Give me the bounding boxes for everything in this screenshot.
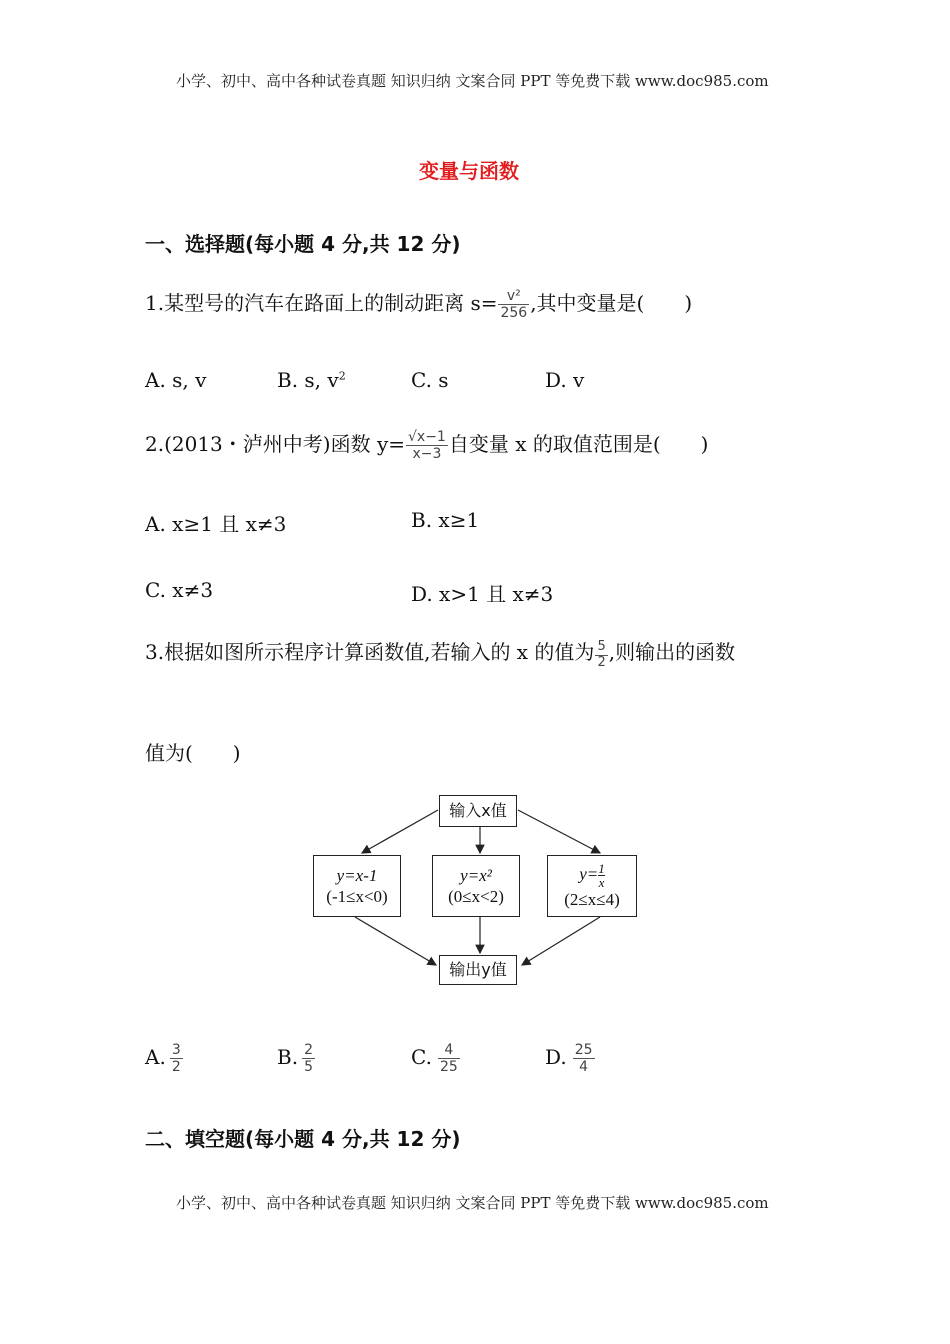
question-1 <box>145 287 692 321</box>
branch-mid-box: y=x² (0≤x<2) <box>432 855 520 917</box>
q1-option-b: B. s, $v^2$ <box>277 368 346 392</box>
q1-option-a: A. s, v <box>145 368 207 392</box>
question-2 <box>145 428 708 462</box>
q1-option-c: C. s <box>411 368 449 392</box>
q1-text: 1.某型号的汽车在路面上的制动距离 s= <box>145 291 498 315</box>
question-3 <box>145 636 735 671</box>
page-title: 变量与函数 <box>419 159 519 183</box>
arrow-to-left <box>362 810 438 853</box>
q3-option-b: B. $\frac{2}{5}$ <box>277 1042 313 1076</box>
flowchart <box>300 785 660 995</box>
q3-text-line2: 值为( ) <box>145 741 241 765</box>
q3-option-d: D. $\frac{25}{4}$ <box>545 1042 593 1076</box>
q2-text-suffix: 自变量 x 的取值范围是( ) <box>448 432 709 456</box>
q1-text-suffix: ,其中变量是( ) <box>530 291 693 315</box>
output-box: 输出y值 <box>439 955 517 985</box>
q2-option-d: D. x>1 且 x≠3 <box>411 582 554 606</box>
arrow-from-right <box>522 917 600 965</box>
q2-option-b: B. x≥1 <box>411 508 480 532</box>
branch-right-box: y= $\frac{1}{x}$ (2≤x≤4) <box>547 855 637 917</box>
q3-text: 3.根据如图所示程序计算函数值,若输入的 x 的值为 <box>145 640 595 664</box>
page-footer: 小学、初中、高中各种试卷真题 知识归纳 文案合同 PPT 等免费下载 www.doc985.com <box>176 1194 769 1212</box>
section-heading-choice: 一、选择题(每小题 4 分,共 12 分) <box>145 232 461 256</box>
q3-text-suffix: ,则输出的函数 <box>608 640 736 664</box>
q2-option-a: A. x≥1 且 x≠3 <box>145 512 287 536</box>
q3-option-c: C. $\frac{4}{25}$ <box>411 1042 458 1076</box>
q3-fraction: $\frac{5}{2}$ <box>597 639 606 670</box>
q2-fraction: $\frac{√x-1}{x-3}$ <box>408 428 446 462</box>
q2-option-c: C. x≠3 <box>145 578 214 602</box>
arrow-from-left <box>355 917 436 965</box>
branch-left-box: y=x-1 (-1≤x<0) <box>313 855 401 917</box>
section-heading-fill: 二、填空题(每小题 4 分,共 12 分) <box>145 1127 461 1151</box>
q2-text: 2.(2013・泸州中考)函数 y= <box>145 432 405 456</box>
page-header: 小学、初中、高中各种试卷真题 知识归纳 文案合同 PPT 等免费下载 www.doc985.com <box>176 72 769 90</box>
input-box: 输入x值 <box>439 795 517 827</box>
arrow-to-right <box>518 810 600 853</box>
q3-option-a: A. $\frac{3}{2}$ <box>145 1042 181 1076</box>
q1-option-d: D. v <box>545 368 585 392</box>
q1-fraction: $\frac{\text{v²}}{256}$ <box>500 287 528 321</box>
